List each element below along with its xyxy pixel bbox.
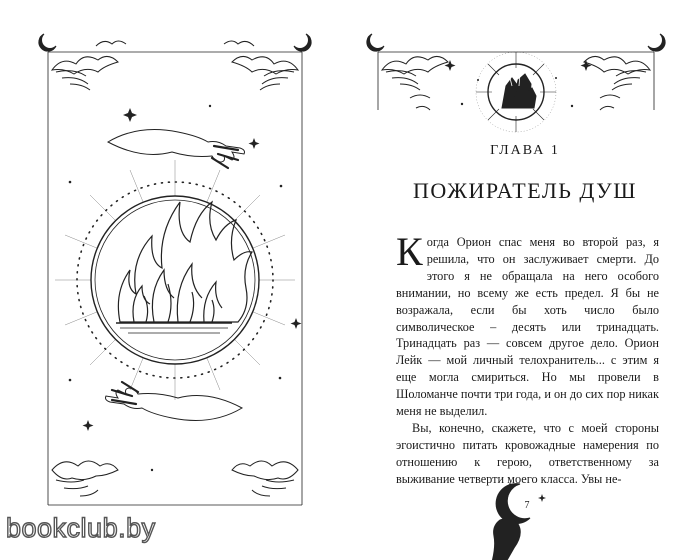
paragraph — [396, 229, 659, 420]
cloud-ornament — [382, 56, 448, 110]
crystal-emblem-icon — [476, 52, 556, 132]
chapter-body — [396, 229, 659, 488]
paragraph-text: огда Орион спас меня во второй раз, я решила, что он заслуживает смерти. До этого я не обращала на него особого внимании, но всему же есть предел. Я бы не возражала, если бы хоть число было символичеcкое – десять или тринадцать. Тринадцать раз — совсем другое дело. Орион Лейк — мой личный телохранитель... с этим я еще могла смириться. Но мы провели в Шоломанче почти три года, и он до сих пор никак меня не выделил. — [396, 235, 659, 419]
drop-cap: К — [396, 229, 423, 274]
cloud-ornament — [224, 41, 298, 90]
hand-top-icon — [108, 130, 245, 168]
cloud-ornament — [52, 461, 118, 496]
page-number: 7 — [524, 500, 530, 511]
corner-moon-icon — [367, 34, 384, 51]
site-watermark: bookclub.by — [6, 513, 156, 543]
right-page-text — [350, 0, 700, 560]
corner-moon-icon — [648, 34, 665, 51]
chapter-title: ПОЖИРАТЕЛЬ ДУШ — [413, 178, 637, 203]
paragraph: Вы, конечно, скажете, что с моей стороны эгоистично питать кровожадные намерения по отношению к герою, ответственному за выживание четверти моего класса. Увы не- — [396, 420, 659, 486]
cloud-ornament — [584, 56, 650, 110]
cloud-ornament — [52, 41, 126, 90]
corner-moon-icon — [294, 34, 311, 51]
chapter-label: ГЛАВА 1 — [490, 143, 560, 158]
hand-bottom-icon — [106, 382, 243, 420]
cloud-ornament — [232, 461, 298, 496]
moon-hand-ornament — [492, 482, 546, 560]
corner-moon-icon — [39, 34, 56, 51]
